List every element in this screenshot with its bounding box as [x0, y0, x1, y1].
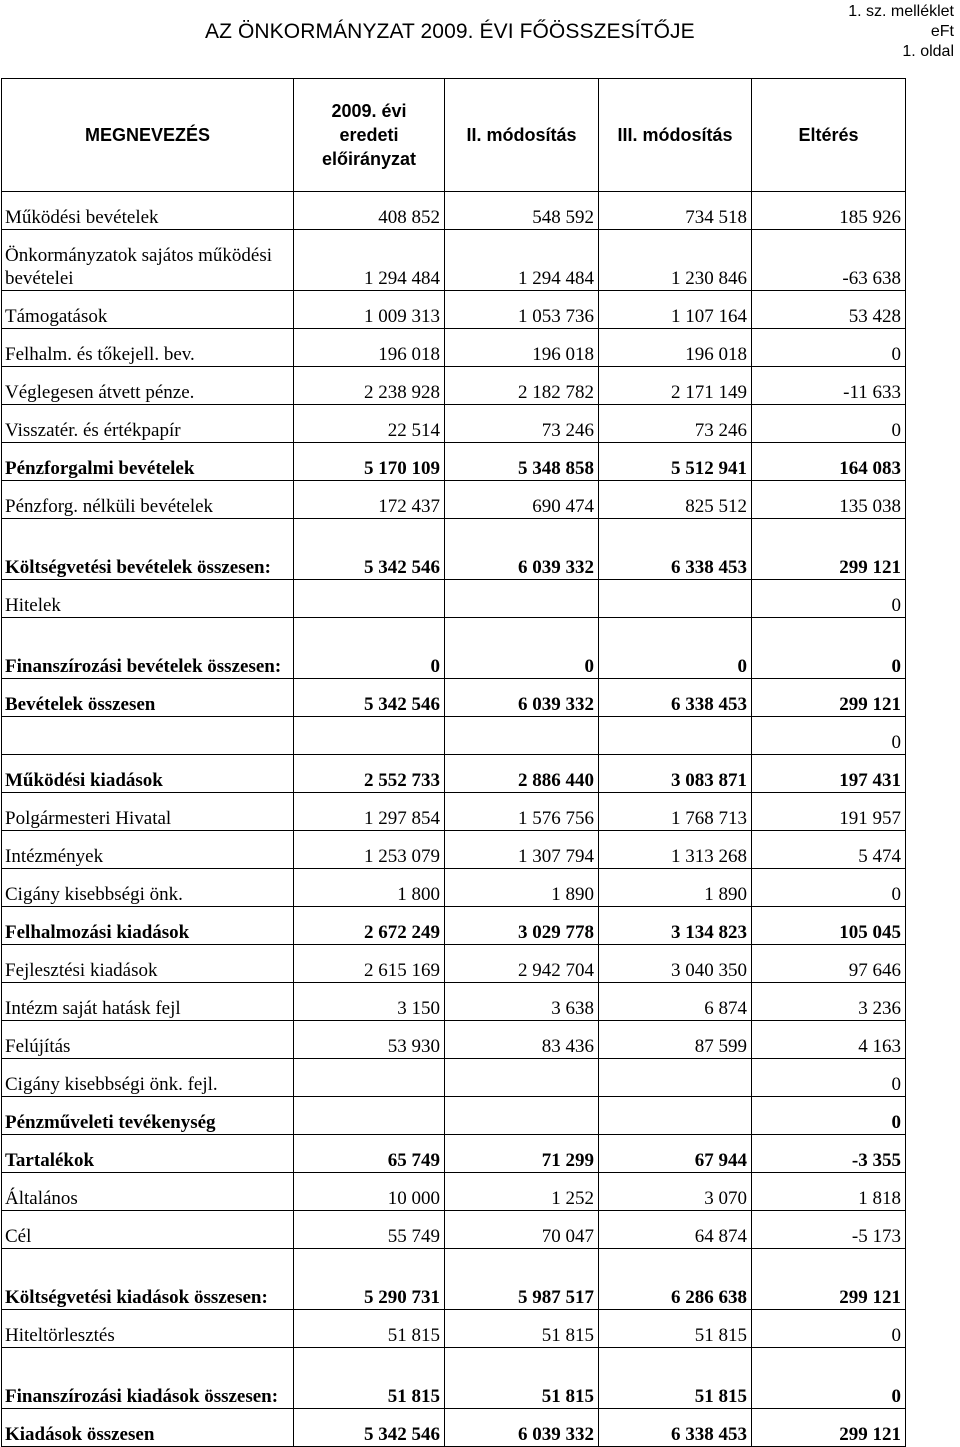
row-label: Pénzforgalmi bevételek [2, 443, 294, 481]
table-row [2, 481, 906, 519]
cell-diff: 53 428 [752, 291, 906, 329]
cell-diff: 0 [752, 869, 906, 907]
cell-mod2: 690 474 [445, 481, 599, 519]
cell-mod3: 5 512 941 [599, 443, 752, 481]
cell-original: 1 253 079 [294, 831, 445, 869]
cell-mod3: 825 512 [599, 481, 752, 519]
cell-diff: 0 [752, 329, 906, 367]
cell-diff: 3 236 [752, 983, 906, 1021]
row-label: Véglegesen átvett pénze. [2, 367, 294, 405]
row-label: Bevételek összesen [2, 679, 294, 717]
cell-mod2: 1 252 [445, 1173, 599, 1211]
row-label: Cigány kisebbségi önk. [2, 869, 294, 907]
summary-table [1, 78, 906, 1447]
table-row [2, 755, 906, 793]
cell-mod3: 3 134 823 [599, 907, 752, 945]
table-body [2, 192, 906, 1447]
cell-diff: 0 [752, 618, 906, 679]
cell-diff: 299 121 [752, 1249, 906, 1310]
cell-original: 22 514 [294, 405, 445, 443]
table-row [2, 291, 906, 329]
cell-mod3: 3 083 871 [599, 755, 752, 793]
cell-diff: 299 121 [752, 679, 906, 717]
table-row [2, 1173, 906, 1211]
col-header-name: MEGNEVEZÉS [2, 79, 294, 192]
cell-mod2: 6 039 332 [445, 1409, 599, 1447]
cell-mod3: 87 599 [599, 1021, 752, 1059]
cell-original: 1 800 [294, 869, 445, 907]
table-row [2, 1310, 906, 1348]
cell-mod2: 1 890 [445, 869, 599, 907]
cell-diff: 0 [752, 1059, 906, 1097]
cell-mod3: 64 874 [599, 1211, 752, 1249]
cell-mod2: 83 436 [445, 1021, 599, 1059]
annex-label: 1. sz. melléklet [848, 3, 954, 20]
cell-original: 2 615 169 [294, 945, 445, 983]
cell-diff: -63 638 [752, 230, 906, 291]
cell-diff: 4 163 [752, 1021, 906, 1059]
col-header-original [294, 79, 445, 192]
row-label: Kiadások összesen [2, 1409, 294, 1447]
row-label: Tartalékok [2, 1135, 294, 1173]
cell-mod3: 3 040 350 [599, 945, 752, 983]
cell-mod2 [445, 580, 599, 618]
table-row [2, 1249, 906, 1310]
table-row [2, 717, 906, 755]
row-label: Pénzforg. nélküli bevételek [2, 481, 294, 519]
row-label: Visszatér. és értékpapír [2, 405, 294, 443]
col-header-original-line2: eredeti [339, 125, 399, 145]
table-row [2, 1021, 906, 1059]
cell-original [294, 580, 445, 618]
row-label: Fejlesztési kiadások [2, 945, 294, 983]
page-number: 1. oldal [902, 43, 954, 60]
table-row [2, 443, 906, 481]
cell-diff: 1 818 [752, 1173, 906, 1211]
table-row [2, 983, 906, 1021]
row-label: Felújítás [2, 1021, 294, 1059]
cell-original: 196 018 [294, 329, 445, 367]
row-label: Hiteltörlesztés [2, 1310, 294, 1348]
cell-original: 55 749 [294, 1211, 445, 1249]
table-row [2, 1211, 906, 1249]
cell-original: 5 342 546 [294, 1409, 445, 1447]
cell-original: 1 009 313 [294, 291, 445, 329]
row-label: Általános [2, 1173, 294, 1211]
cell-original [294, 717, 445, 755]
cell-original: 10 000 [294, 1173, 445, 1211]
cell-diff: 191 957 [752, 793, 906, 831]
table-row [2, 192, 906, 230]
cell-diff: 0 [752, 1348, 906, 1409]
table-row [2, 1135, 906, 1173]
row-label: Finanszírozási kiadások összesen: [2, 1348, 294, 1409]
cell-original [294, 1097, 445, 1135]
cell-mod3: 1 107 164 [599, 291, 752, 329]
cell-original: 0 [294, 618, 445, 679]
cell-diff: -11 633 [752, 367, 906, 405]
cell-original: 2 672 249 [294, 907, 445, 945]
cell-mod2: 3 029 778 [445, 907, 599, 945]
cell-diff: 0 [752, 717, 906, 755]
cell-diff: 0 [752, 405, 906, 443]
cell-original: 3 150 [294, 983, 445, 1021]
cell-original: 65 749 [294, 1135, 445, 1173]
cell-original [294, 1059, 445, 1097]
cell-original: 1 294 484 [294, 230, 445, 291]
cell-mod3: 0 [599, 618, 752, 679]
cell-original: 5 290 731 [294, 1249, 445, 1310]
cell-mod2: 0 [445, 618, 599, 679]
table-row [2, 679, 906, 717]
table-row [2, 1348, 906, 1409]
unit-label: eFt [930, 23, 954, 40]
row-label: Hitelek [2, 580, 294, 618]
cell-mod3: 6 338 453 [599, 1409, 752, 1447]
cell-mod2 [445, 1097, 599, 1135]
table-row [2, 869, 906, 907]
table-row [2, 367, 906, 405]
cell-mod2: 6 039 332 [445, 519, 599, 580]
cell-mod2: 51 815 [445, 1310, 599, 1348]
cell-diff: 299 121 [752, 519, 906, 580]
cell-mod3 [599, 580, 752, 618]
cell-mod2: 548 592 [445, 192, 599, 230]
cell-mod2: 71 299 [445, 1135, 599, 1173]
cell-mod3: 6 338 453 [599, 679, 752, 717]
cell-original: 53 930 [294, 1021, 445, 1059]
row-label: Felhalmozási kiadások [2, 907, 294, 945]
cell-diff: 299 121 [752, 1409, 906, 1447]
row-label: Működési bevételek [2, 192, 294, 230]
cell-mod2: 196 018 [445, 329, 599, 367]
cell-mod3: 1 768 713 [599, 793, 752, 831]
cell-mod3: 2 171 149 [599, 367, 752, 405]
row-label: Intézmények [2, 831, 294, 869]
cell-original: 51 815 [294, 1348, 445, 1409]
table-row [2, 230, 906, 291]
row-label: Felhalm. és tőkejell. bev. [2, 329, 294, 367]
table-row [2, 1059, 906, 1097]
cell-mod3 [599, 1097, 752, 1135]
cell-original: 2 238 928 [294, 367, 445, 405]
table-row [2, 793, 906, 831]
cell-diff: 197 431 [752, 755, 906, 793]
row-label: Cél [2, 1211, 294, 1249]
cell-mod3: 6 338 453 [599, 519, 752, 580]
table-row [2, 945, 906, 983]
table-row [2, 1409, 906, 1447]
cell-mod3 [599, 1059, 752, 1097]
cell-original: 5 342 546 [294, 519, 445, 580]
row-label: Költségvetési bevételek összesen: [2, 519, 294, 580]
cell-mod2: 5 987 517 [445, 1249, 599, 1310]
cell-mod3: 51 815 [599, 1310, 752, 1348]
table-row [2, 580, 906, 618]
cell-mod3: 6 874 [599, 983, 752, 1021]
cell-mod2 [445, 717, 599, 755]
cell-original: 2 552 733 [294, 755, 445, 793]
table-row [2, 405, 906, 443]
cell-mod2 [445, 1059, 599, 1097]
cell-diff: 0 [752, 580, 906, 618]
cell-mod2: 2 182 782 [445, 367, 599, 405]
cell-mod3: 1 230 846 [599, 230, 752, 291]
cell-mod2: 1 294 484 [445, 230, 599, 291]
cell-original: 408 852 [294, 192, 445, 230]
row-label: Önkormányzatok sajátos működési bevételei [2, 230, 294, 291]
col-header-diff: Eltérés [752, 79, 906, 192]
cell-diff: -5 173 [752, 1211, 906, 1249]
cell-mod2: 1 053 736 [445, 291, 599, 329]
table-row [2, 618, 906, 679]
cell-mod2: 2 886 440 [445, 755, 599, 793]
row-label: Cigány kisebbségi önk. fejl. [2, 1059, 294, 1097]
cell-mod2: 2 942 704 [445, 945, 599, 983]
cell-diff: -3 355 [752, 1135, 906, 1173]
row-label: Polgármesteri Hivatal [2, 793, 294, 831]
cell-diff: 5 474 [752, 831, 906, 869]
row-label: Pénzműveleti tevékenység [2, 1097, 294, 1135]
table-header [2, 79, 906, 192]
table-row [2, 831, 906, 869]
cell-mod3: 67 944 [599, 1135, 752, 1173]
cell-diff: 135 038 [752, 481, 906, 519]
header-meta [848, 2, 954, 62]
row-label: Finanszírozási bevételek összesen: [2, 618, 294, 679]
cell-mod2: 1 576 756 [445, 793, 599, 831]
table-row [2, 1097, 906, 1135]
col-header-mod3: III. módosítás [599, 79, 752, 192]
cell-mod3: 51 815 [599, 1348, 752, 1409]
cell-mod3: 3 070 [599, 1173, 752, 1211]
col-header-original-line3: előirányzat [321, 149, 417, 169]
page-title: AZ ÖNKORMÁNYZAT 2009. ÉVI FŐÖSSZESÍTŐJE [205, 20, 695, 43]
cell-mod2: 1 307 794 [445, 831, 599, 869]
cell-mod2: 51 815 [445, 1348, 599, 1409]
cell-mod2: 3 638 [445, 983, 599, 1021]
cell-diff: 0 [752, 1097, 906, 1135]
cell-diff: 97 646 [752, 945, 906, 983]
table-row [2, 907, 906, 945]
cell-original: 172 437 [294, 481, 445, 519]
cell-diff: 164 083 [752, 443, 906, 481]
row-label: Működési kiadások [2, 755, 294, 793]
cell-mod3: 1 890 [599, 869, 752, 907]
cell-diff: 0 [752, 1310, 906, 1348]
cell-original: 1 297 854 [294, 793, 445, 831]
cell-mod2: 5 348 858 [445, 443, 599, 481]
cell-mod3: 73 246 [599, 405, 752, 443]
cell-mod3: 6 286 638 [599, 1249, 752, 1310]
row-label: Támogatások [2, 291, 294, 329]
table-row [2, 519, 906, 580]
cell-mod2: 6 039 332 [445, 679, 599, 717]
row-label: Költségvetési kiadások összesen: [2, 1249, 294, 1310]
table-row [2, 329, 906, 367]
cell-original: 5 170 109 [294, 443, 445, 481]
row-label [2, 717, 294, 755]
cell-mod3 [599, 717, 752, 755]
cell-mod2: 70 047 [445, 1211, 599, 1249]
cell-mod3: 196 018 [599, 329, 752, 367]
cell-mod2: 73 246 [445, 405, 599, 443]
col-header-original-line1: 2009. évi [331, 101, 407, 121]
cell-original: 5 342 546 [294, 679, 445, 717]
row-label: Intézm saját hatásk fejl [2, 983, 294, 1021]
col-header-mod2: II. módosítás [445, 79, 599, 192]
cell-mod3: 734 518 [599, 192, 752, 230]
cell-original: 51 815 [294, 1310, 445, 1348]
cell-mod3: 1 313 268 [599, 831, 752, 869]
cell-diff: 185 926 [752, 192, 906, 230]
cell-diff: 105 045 [752, 907, 906, 945]
